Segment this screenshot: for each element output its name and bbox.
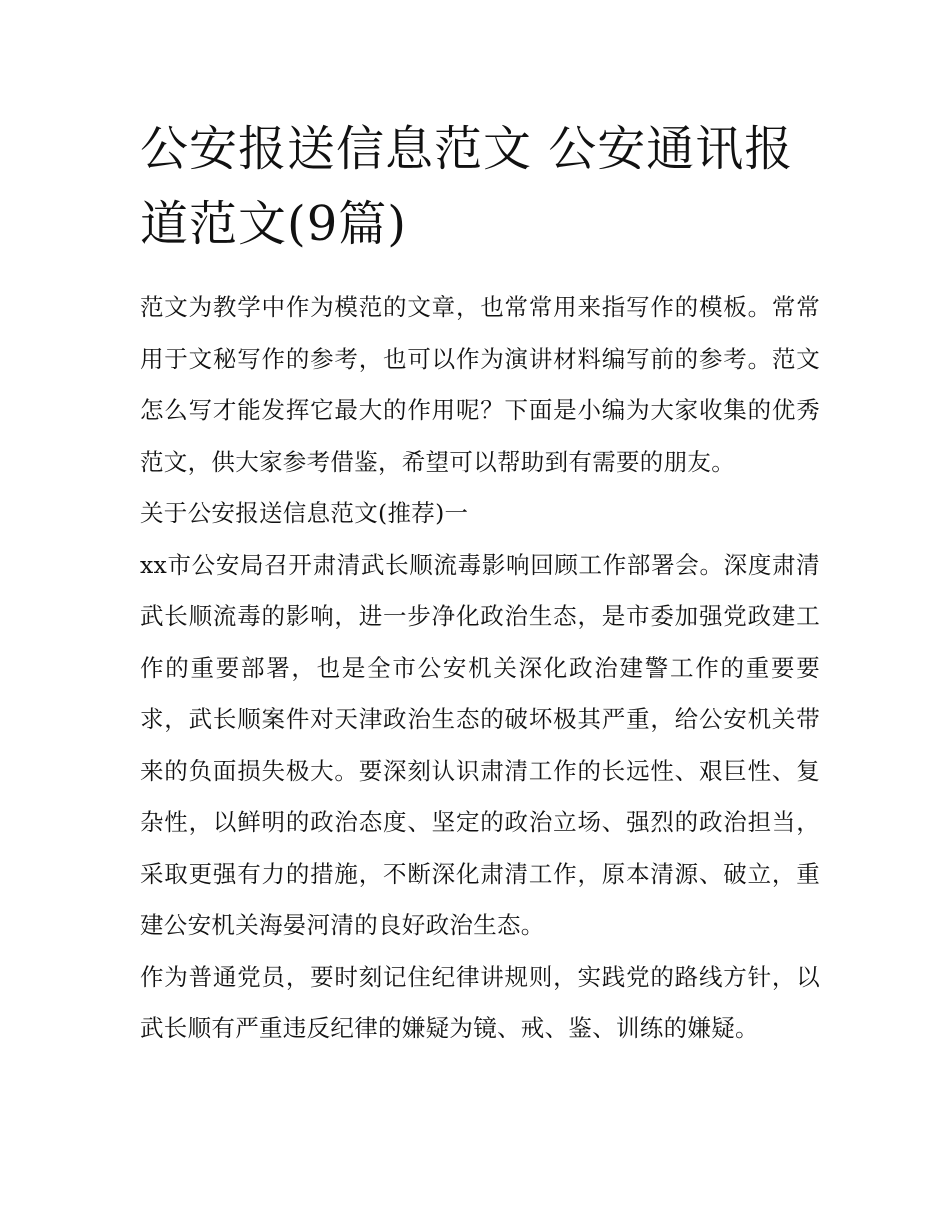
body-paragraph: 作为普通党员，要时刻记住纪律讲规则，实践党的路线方针，以武长顺有严重违反纪律的嫌疑为镜、戒、鉴、训练的嫌疑。 bbox=[140, 962, 820, 1042]
body-paragraph: xx市公安局召开肃清武长顺流毒影响回顾工作部署会。深度肃清武长顺流毒的影响，进一步净化政治生态，是市委加强党政建工作的重要部署，也是全市公安机关深化政治建警工作的重要要求，武长顺案件对天津政治生态的破坏极其严重，给公安机关带来的负面损失极大。要深刻认识肃清工作的长远性、艰巨性、复杂性，以鲜明的政治态度、坚定的政治立场、强烈的政治担当，采取更强有力的措施，不断深化肃清工作，原本清源、破立，重建公安机关海晏河清的良好政治生态。 bbox=[140, 550, 820, 939]
section-heading: 关于公安报送信息范文(推荐)一 bbox=[140, 499, 469, 527]
document-body bbox=[140, 282, 820, 1055]
document-title: 公安报送信息范文 公安通讯报道范文(9篇) bbox=[140, 121, 794, 252]
intro-paragraph: 范文为教学中作为模范的文章，也常常用来指写作的模板。常常用于文秘写作的参考，也可以作为演讲材料编写前的参考。范文怎么写才能发挥它最大的作用呢？下面是小编为大家收集的优秀范文，供大家参考借鉴，希望可以帮助到有需要的朋友。 bbox=[140, 293, 820, 476]
